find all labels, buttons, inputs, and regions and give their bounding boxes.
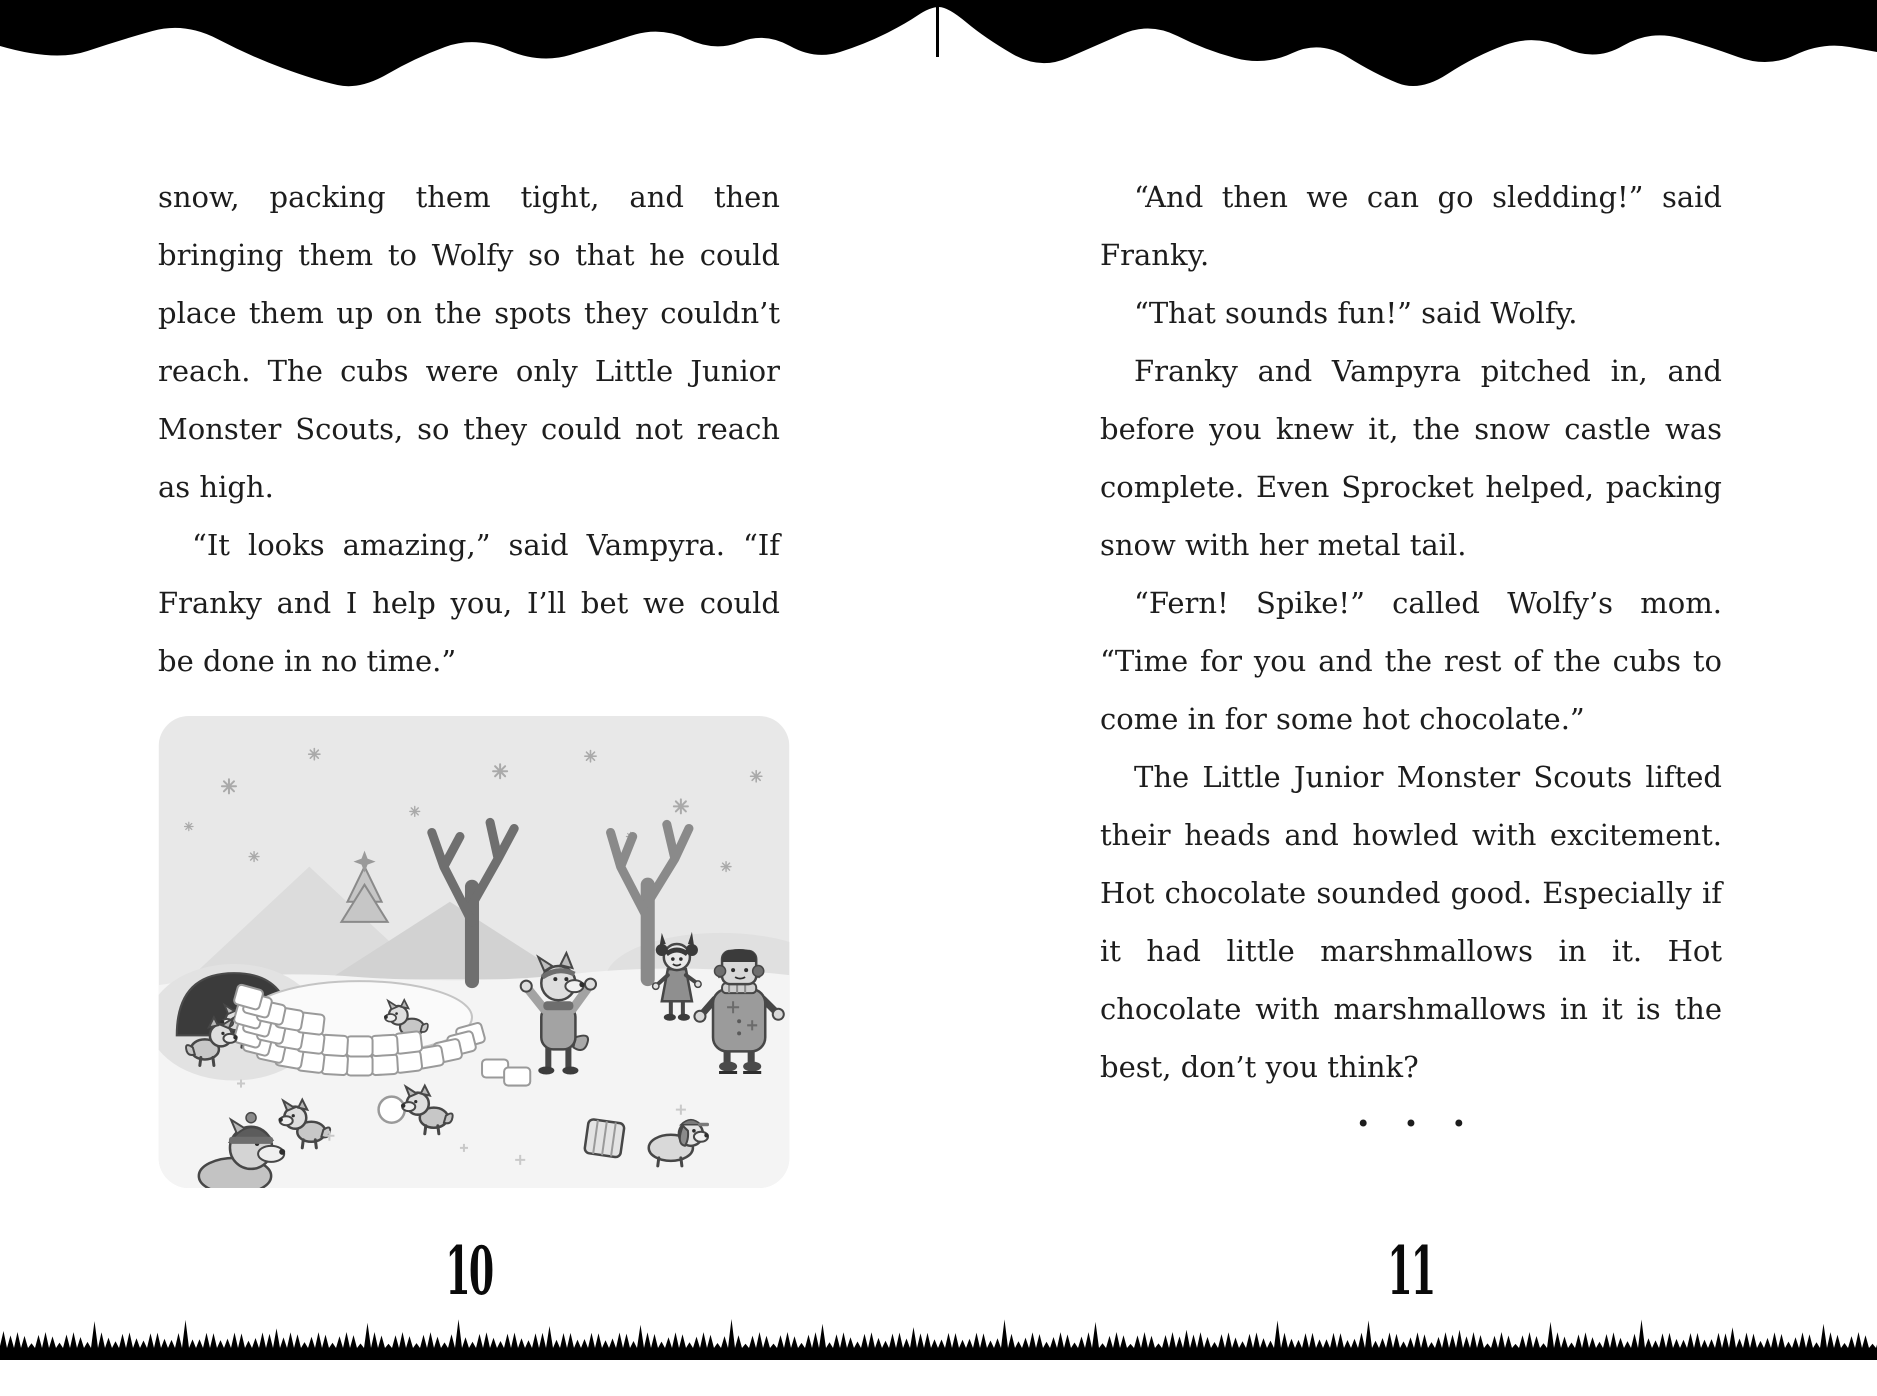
- page-number-left: [158, 1232, 780, 1310]
- paragraph: “Fern! Spike!” called Wolfy’s mom. “Time for you and the rest of the cubs to come in for some hot chocolate.”: [1100, 586, 1722, 736]
- page-left: [158, 168, 780, 690]
- paragraph: Franky and Vampyra pitched in, and before you knew it, the snow castle was complete. Even Sprocket helped, packing snow with her metal tail.: [1100, 354, 1722, 562]
- paragraph: snow, packing them tight, and then bringing them to Wolfy so that he could place them up on the spots they couldn’t reach. The cubs were only Little Junior Monster Scouts, so they could not reach as high.: [158, 180, 780, 504]
- page-number-right: [1100, 1232, 1722, 1310]
- paragraph: The Little Junior Monster Scouts lifted their heads and howled with excitement. Hot chocolate sounded good. Especially if it had little marshmallows in it. Hot chocolate with marshmallows in it is the best, don’t you think?: [1100, 760, 1722, 1084]
- page-number-text: 10: [445, 1232, 493, 1310]
- paragraph: “That sounds fun!” said Wolfy.: [1134, 296, 1578, 330]
- grass-border: [0, 1300, 1877, 1360]
- page-right: [1100, 168, 1722, 1138]
- paragraph: “It looks amazing,” said Vampyra. “If Franky and I help you, I’ll bet we could be done in no time.”: [158, 528, 780, 678]
- page-number-text: 11: [1387, 1232, 1435, 1310]
- section-break-dots: • • •: [1356, 1110, 1466, 1138]
- page-gutter-line: [936, 0, 939, 57]
- story-illustration: [158, 716, 790, 1188]
- paragraph: “And then we can go sledding!” said Franky.: [1100, 180, 1722, 272]
